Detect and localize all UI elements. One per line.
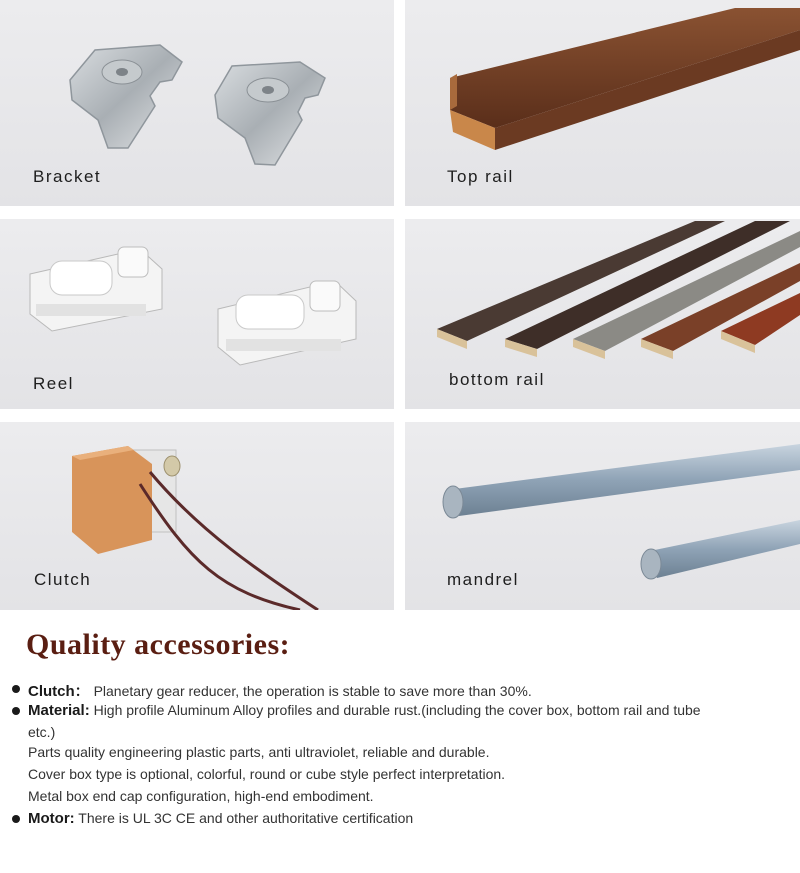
- spec-material-value: High profile Aluminum Alloy profiles and durable rust.(including the cover box, bottom rail and tube: [93, 702, 701, 718]
- spec-material: [28, 702, 701, 719]
- spec-line: Parts quality engineering plastic parts, anti ultraviolet, reliable and durable.: [28, 744, 490, 760]
- mandrel-label: mandrel: [447, 570, 519, 589]
- bracket-panel: [0, 0, 394, 206]
- spec-clutch: [28, 680, 532, 701]
- spec-clutch-value: Planetary gear reducer, the operation is stable to save more than 30%.: [93, 683, 532, 699]
- spec-motor-key: Motor:: [28, 810, 75, 827]
- spec-motor-value: There is UL 3C CE and other authoritative certification: [78, 810, 414, 826]
- spec-material-cont: etc.): [28, 724, 56, 740]
- spec-line: Cover box type is optional, colorful, round or cube style perfect interpretation.: [28, 766, 506, 782]
- bracket-label: Bracket: [33, 167, 102, 186]
- spec-clutch-key: Clutch：: [28, 683, 90, 700]
- bottom-rail-panel: [405, 219, 800, 409]
- section-heading: Quality accessories:: [26, 628, 291, 661]
- spec-motor: [28, 810, 413, 827]
- reel-panel: [0, 219, 394, 409]
- top-rail-label: Top rail: [447, 167, 514, 186]
- reel-label: Reel: [33, 374, 74, 393]
- bottom-rail-label: bottom rail: [449, 370, 545, 389]
- bullet-icon: [12, 685, 20, 693]
- top-rail-panel: [405, 0, 800, 206]
- bullet-icon: [12, 815, 20, 823]
- spec-line: Metal box end cap configuration, high-end embodiment.: [28, 788, 374, 804]
- clutch-panel: [0, 422, 394, 610]
- bullet-icon: [12, 707, 20, 715]
- spec-material-key: Material:: [28, 702, 90, 719]
- clutch-label: Clutch: [34, 570, 92, 589]
- mandrel-panel: [405, 422, 800, 610]
